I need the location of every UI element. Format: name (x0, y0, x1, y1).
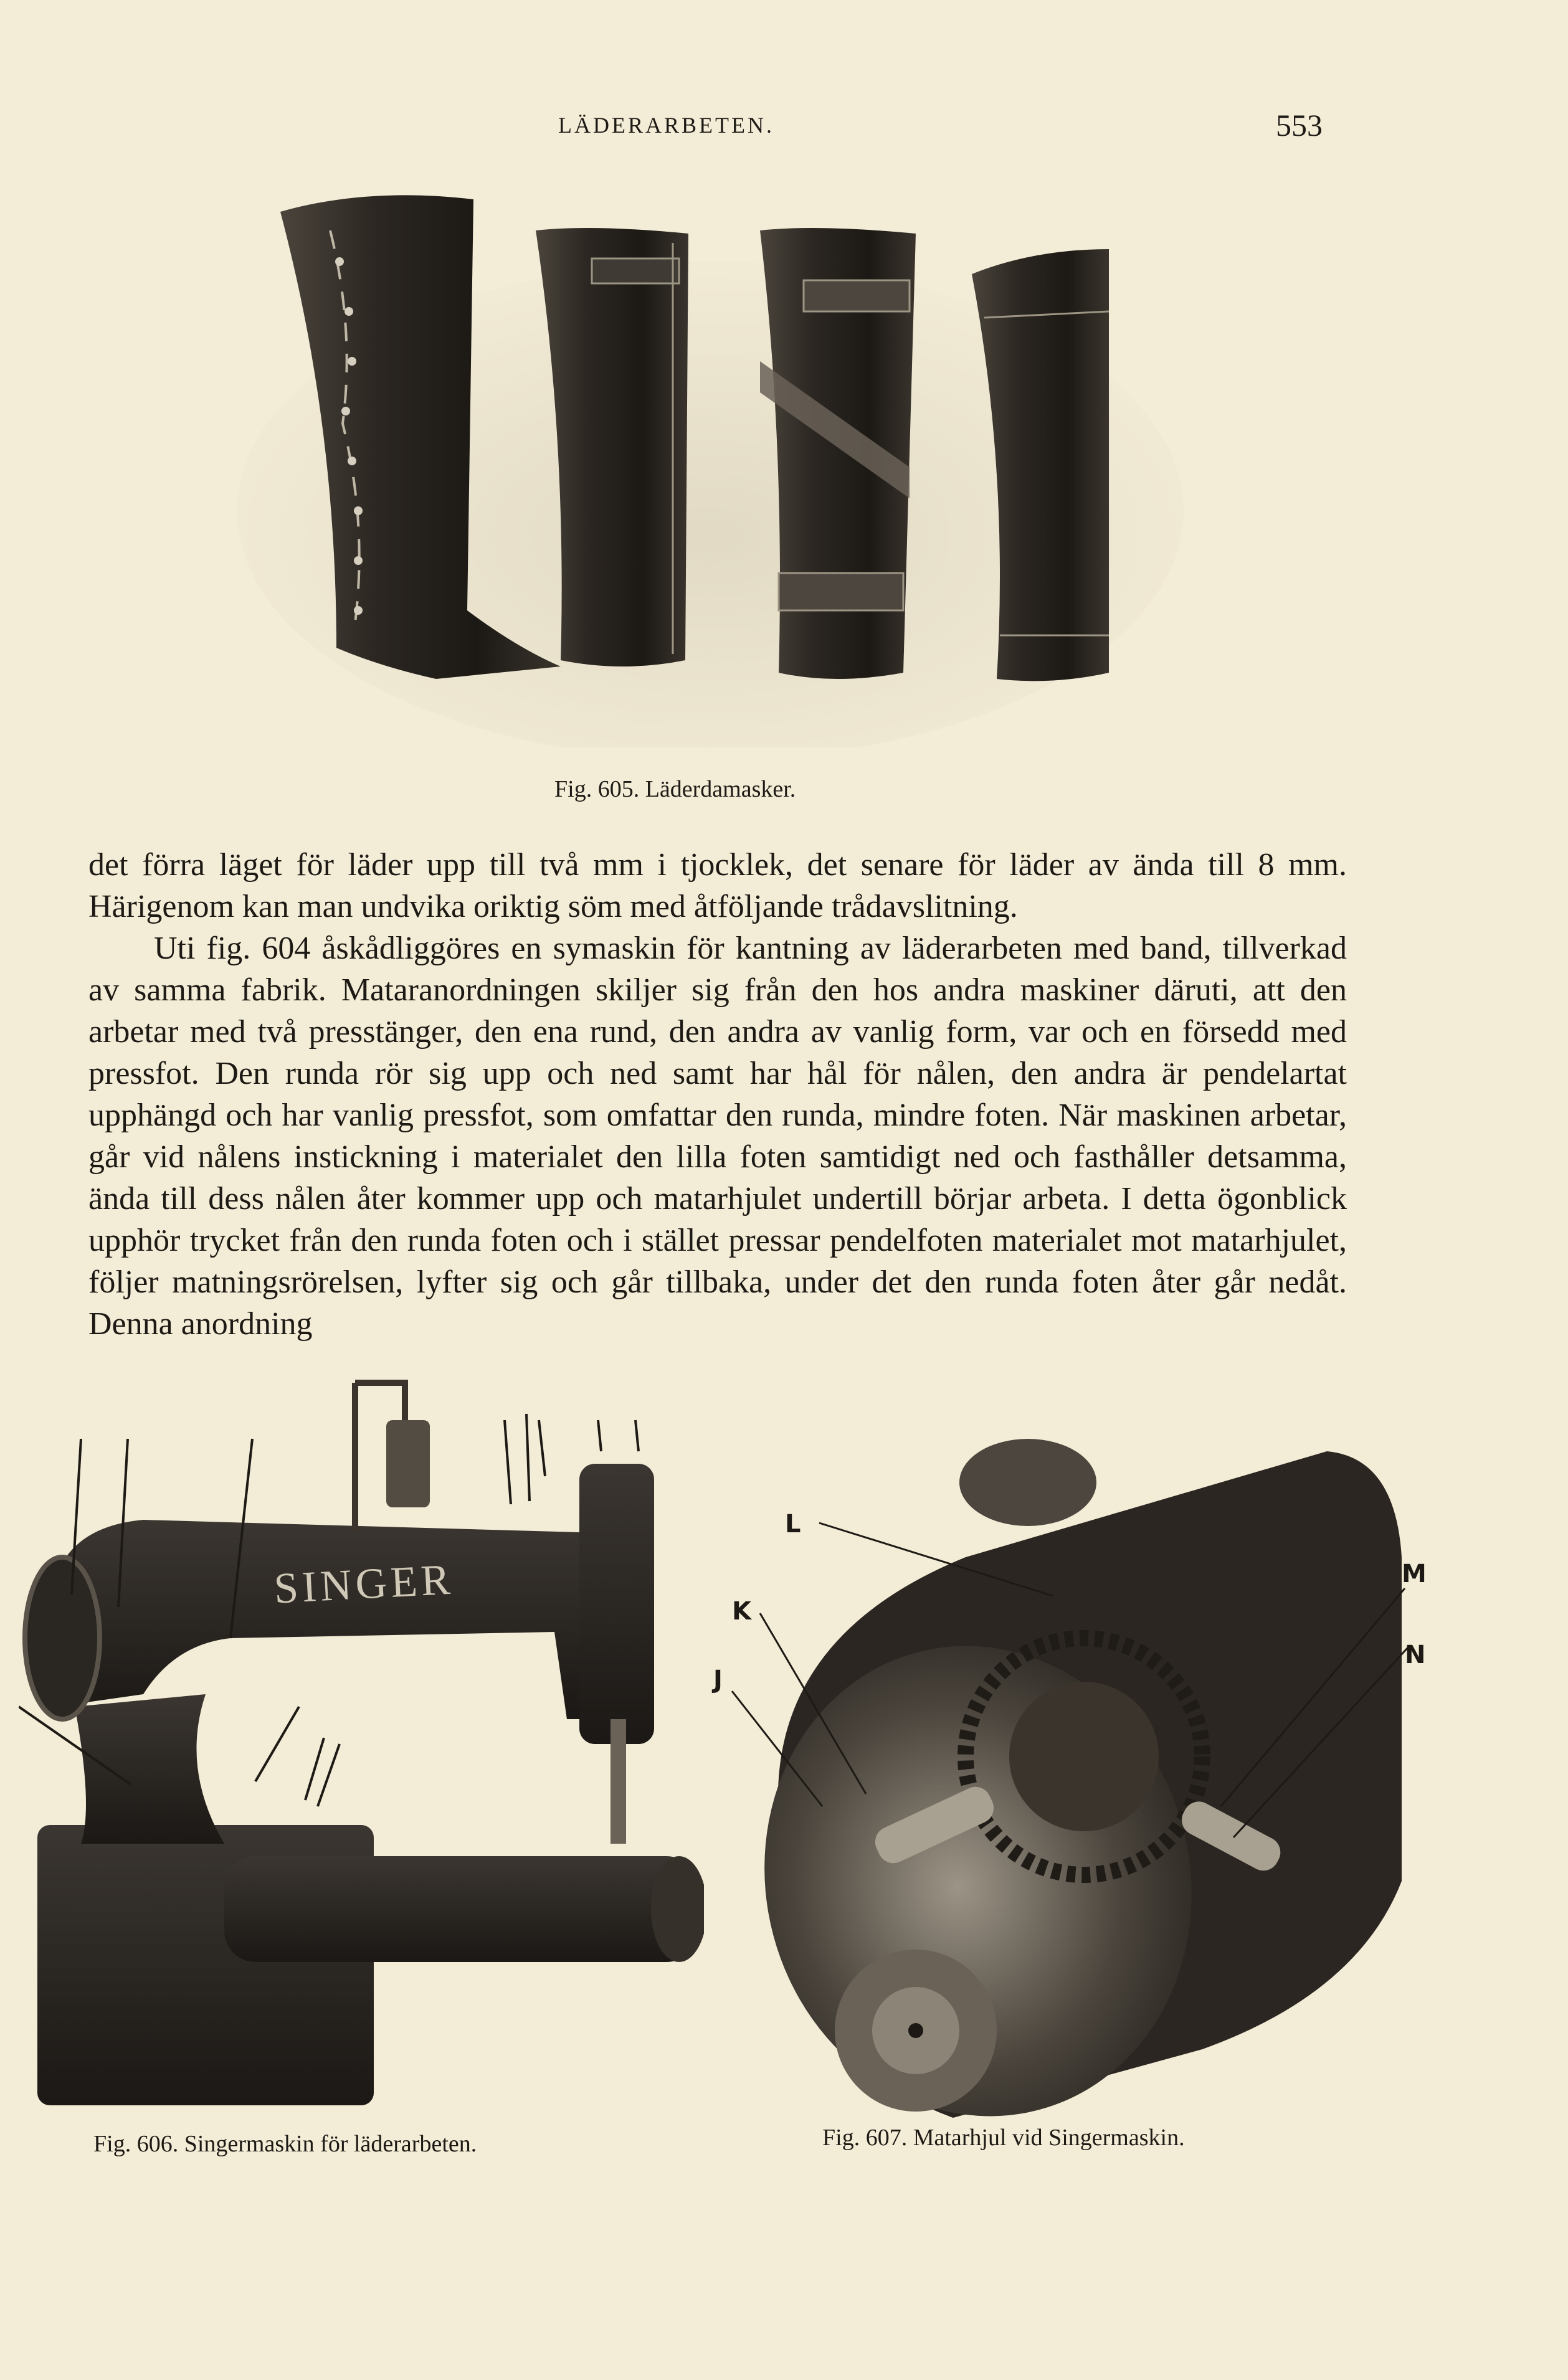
label-k: K (732, 1597, 751, 1626)
machine-brand-text: SINGER (272, 1555, 455, 1613)
figure-606-singer-machine (19, 1370, 704, 2118)
figure-606-caption: Fig. 606. Singermaskin för läderarbeten. (93, 2131, 477, 2157)
figure-607-caption: Fig. 607. Matarhjul vid Singermaskin. (822, 2125, 1185, 2151)
label-j: J (713, 1666, 723, 1694)
label-n: N (1405, 1641, 1426, 1669)
label-l: L (785, 1510, 801, 1538)
paragraph-1: det förra läget för läder upp till två mm i tjocklek, det senare för läder av ända till 8 mm. Härigenom kan man undvika oriktig söm med åtföljande trådavslitning. (88, 847, 1347, 924)
running-head: LÄDERARBETEN. (558, 113, 774, 138)
gaiter-spiral-strap (760, 228, 916, 679)
body-text (88, 844, 1347, 1345)
label-m: M (1402, 1560, 1427, 1588)
page-header (0, 107, 1568, 157)
figure-607-feed-wheel (704, 1433, 1433, 2130)
figure-605-leather-gaiters (224, 174, 1233, 747)
page-number: 553 (1276, 108, 1323, 143)
figure-605-caption: Fig. 605. Läderdamasker. (554, 776, 796, 802)
paragraph-2: Uti fig. 604 åskådliggöres en symaskin för kantning av läderarbeten med band, tillverkad av samma fabrik. Mataranordningen skiljer sig från den hos andra maskiner däruti, att den arbetar med två presstänger, den ena rund, den andra av vanlig form, var och en försedd med pressfot. Den runda rör sig upp och ned samt har hål för nålen, den andra är pendelartat upphängd och har vanlig pressfot, som omfattar den runda, mindre foten. När maskinen arbetar, går vid nålens instickning i materialet den lilla foten samtidigt ned och fasthåller detsamma, ända till dess nålen åter kommer upp och matarhjulet undertill börjar arbeta. I detta ögonblick upphör trycket från den runda foten och i stället pressar pendelfoten materialet mot matarhjulet, följer matningsrörelsen, lyfter sig och går tillbaka, under det den runda foten åter går nedåt. Denna anordning (88, 931, 1347, 1342)
